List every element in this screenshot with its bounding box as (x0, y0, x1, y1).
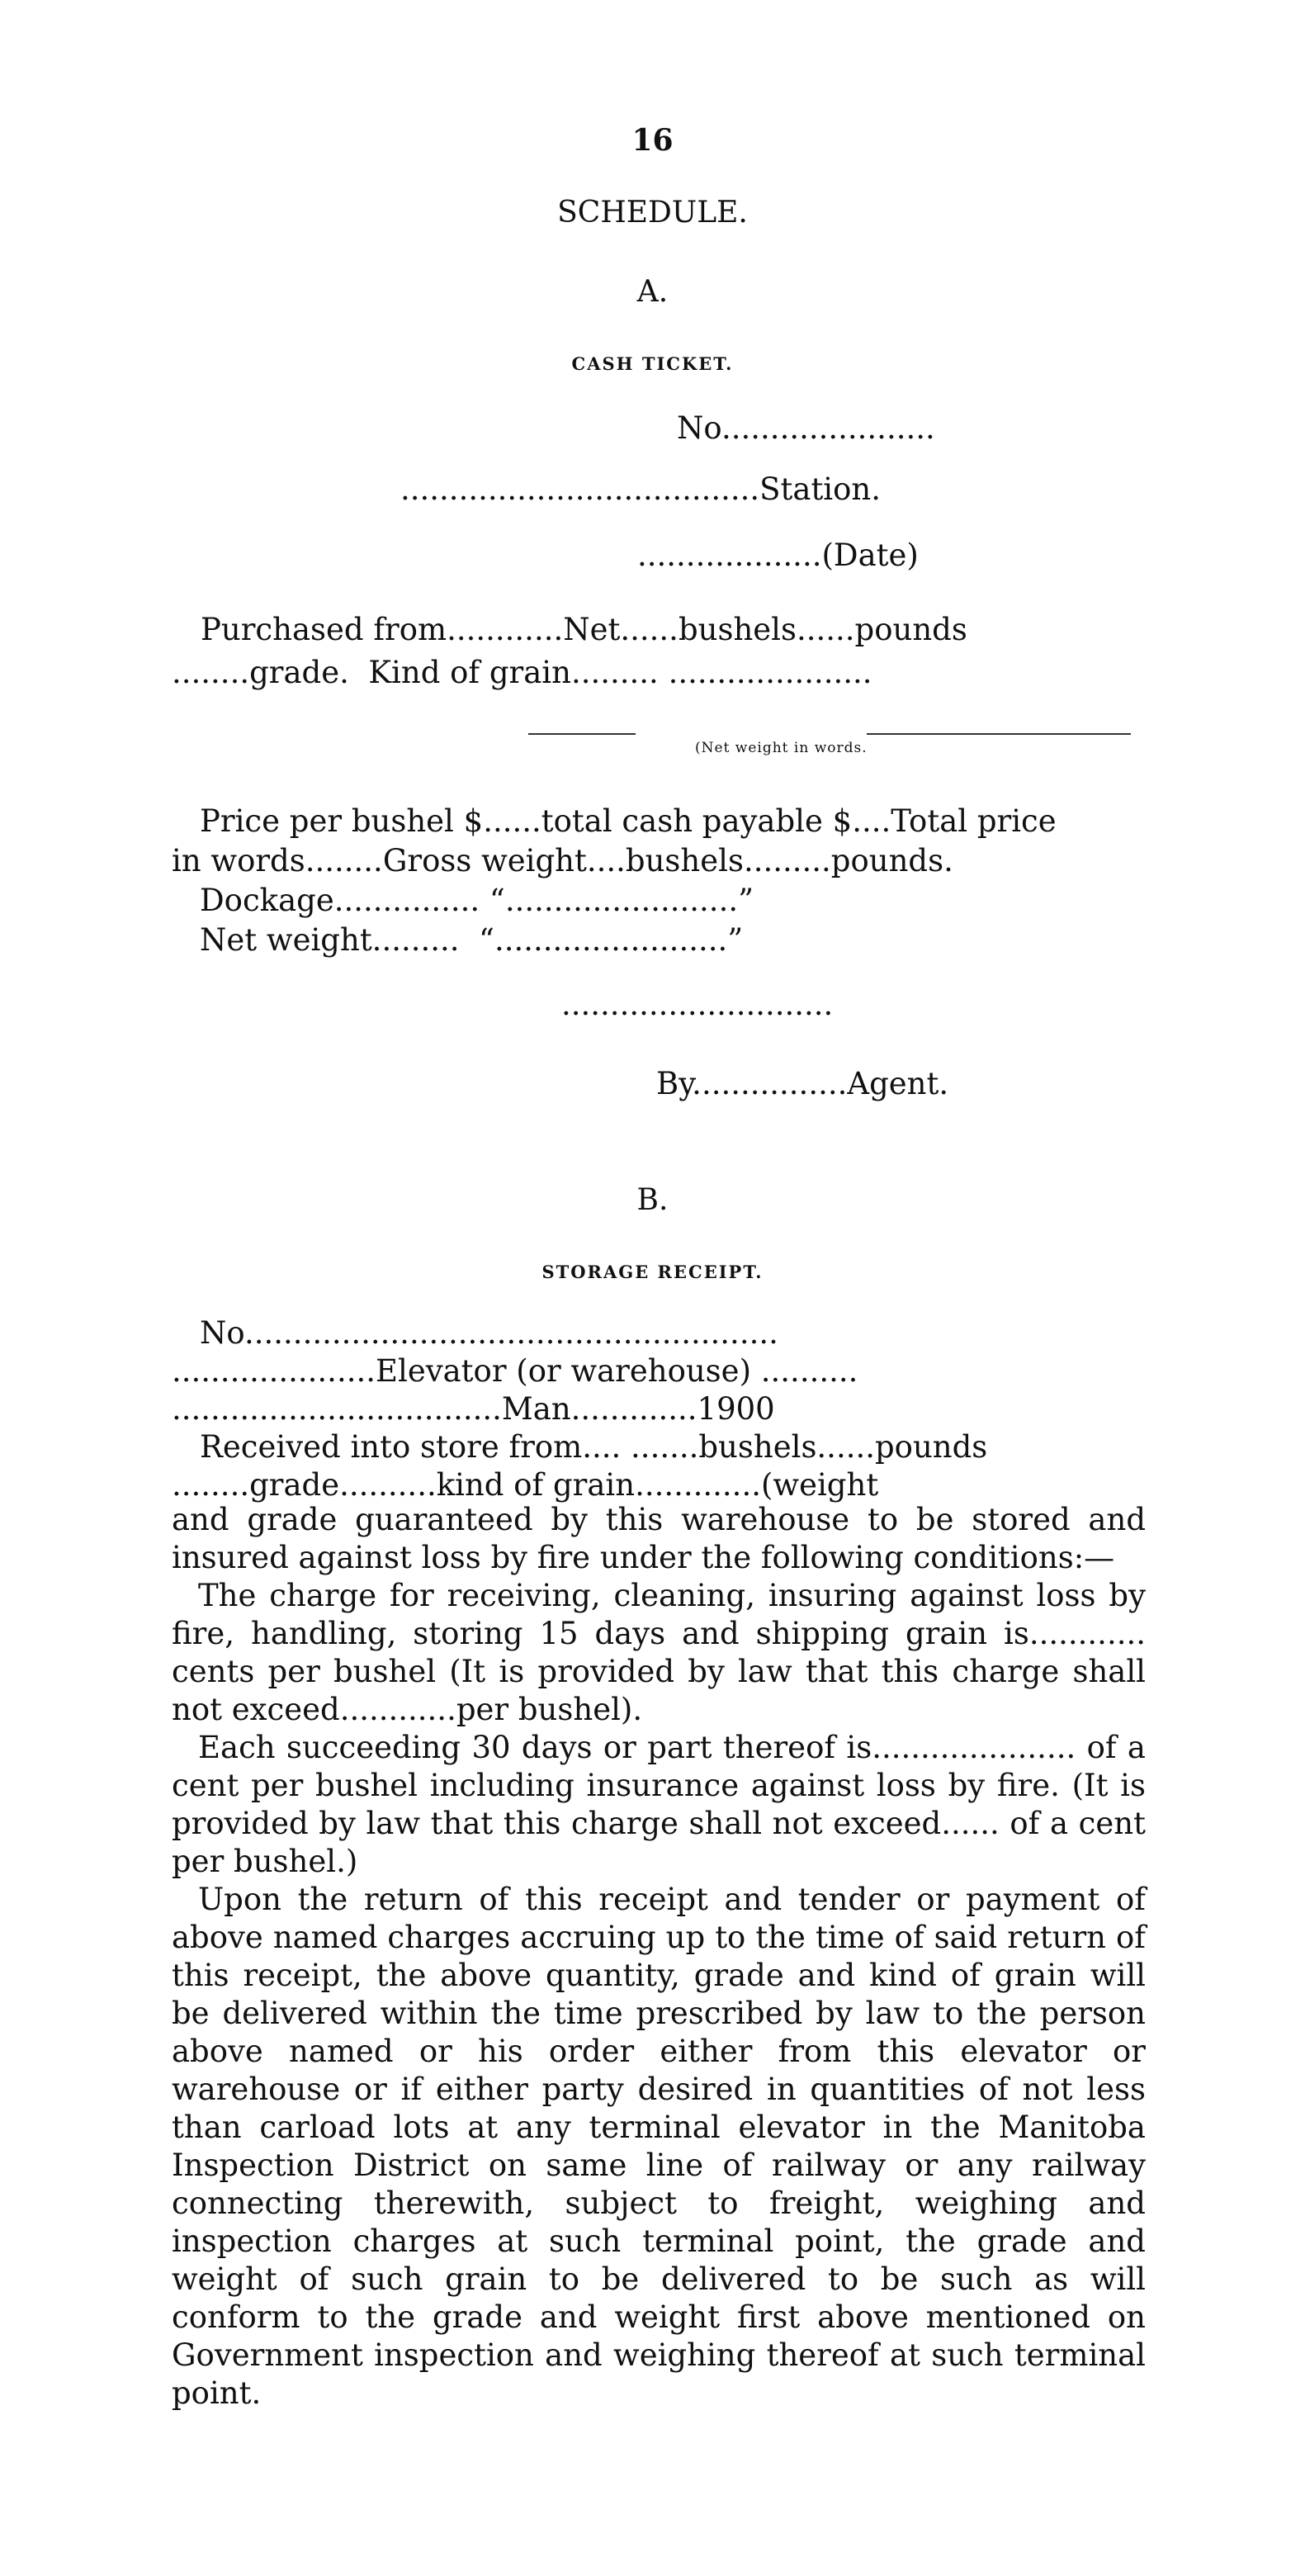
cash-ticket-title: CASH TICKET. (571, 353, 734, 374)
cash-ticket-signature-line: ............................ (561, 987, 834, 1022)
cash-ticket-station-line: .....................................Station. (400, 471, 882, 507)
section-b-letter: B. (636, 1183, 669, 1217)
cash-ticket-agent-line: By................Agent. (656, 1066, 949, 1101)
storage-receipt-conditions (172, 1501, 1146, 2413)
conditions-intro-paragraph: and grade guaranteed by this warehouse to be stored and insured against loss by fire under the following conditions:— (172, 1502, 1146, 1575)
page-number: 16 (631, 123, 674, 158)
storage-receipt-grade-line: ........grade..........kind of grain.............(weight (172, 1467, 879, 1503)
succeeding-days-paragraph: Each succeeding 30 days or part thereof is..................... of a cent per bushel including insurance against loss by fire. (It is provided by law that this charge shall not exceed...... of a cent per bushel.) (172, 1730, 1146, 1879)
cash-ticket-date-line: ...................(Date) (637, 537, 919, 573)
schedule-heading: SCHEDULE. (557, 196, 748, 230)
cash-ticket-purchased-line: Purchased from............Net......bushels......pounds (201, 612, 967, 647)
net-weight-caption: (Net weight in words. (695, 740, 868, 756)
cash-ticket-dockage-line: Dockage............... “........................” (200, 883, 754, 918)
cash-ticket-number-line: No...................... (677, 410, 935, 446)
return-of-receipt-paragraph: Upon the return of this receipt and tender or payment of above named charges accruing up to the time of said return of this receipt, the above quantity, grade and kind of grain will be delivered within the time prescribed by law to the person above named or his order either from this elevator or warehouse or if either party desired in quantities of not less than carload lots at any terminal elevator in the Manitoba Inspection District on same line of railway or any railway connecting therewith, subject to freight, weighing and inspection charges at such terminal point, the grade and weight of such grain to be delivered to be such as will conform to the grade and weight first above mentioned on Government inspection and weighing thereof at such terminal point. (172, 1882, 1146, 2411)
cash-ticket-words-line: in words........Gross weight....bushels.........pounds. (172, 843, 953, 878)
cash-ticket-net-weight-line: Net weight......... “........................” (200, 922, 744, 958)
section-a-letter: A. (636, 275, 669, 309)
net-weight-rule-left (528, 733, 636, 735)
storage-receipt-title: STORAGE RECEIPT. (541, 1262, 764, 1282)
storage-receipt-elevator-line: .....................Elevator (or warehouse) .......... (172, 1353, 858, 1389)
storage-receipt-received-line: Received into store from.... .......bushels......pounds (200, 1429, 988, 1465)
storage-receipt-number-line: No....................................................... (200, 1315, 778, 1351)
receiving-charge-paragraph: The charge for receiving, cleaning, insuring against loss by fire, handling, storing 15 days and shipping grain is............ cents per bushel (It is provided by law that this charge shall not exceed............per bushel). (172, 1578, 1146, 1727)
net-weight-rule-right (867, 733, 1131, 735)
cash-ticket-grade-line: ........grade. Kind of grain......... ..................... (172, 655, 872, 690)
storage-receipt-man-line: ..................................Man.............1900 (172, 1391, 775, 1427)
cash-ticket-price-line: Price per bushel $......total cash payable $....Total price (200, 803, 1057, 839)
